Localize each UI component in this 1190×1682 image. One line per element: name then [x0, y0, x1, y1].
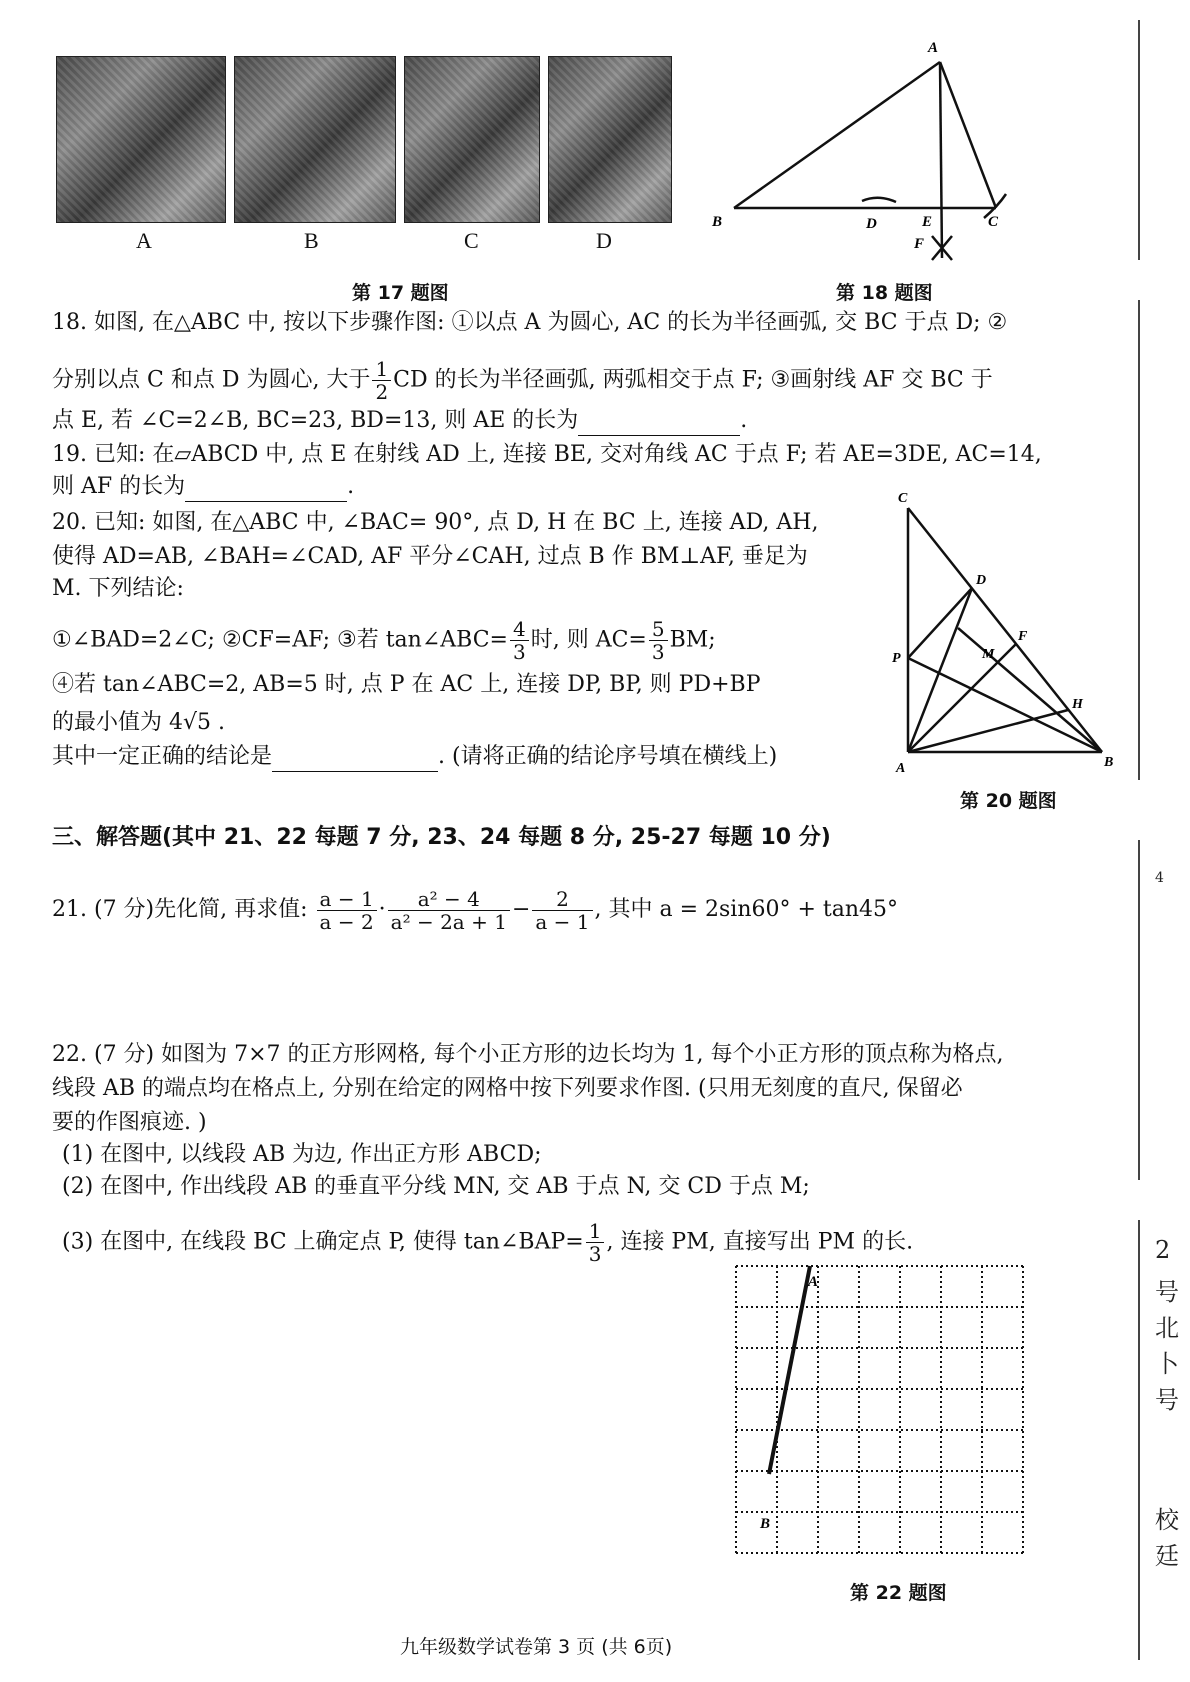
q18-fraction: [372, 358, 391, 403]
segment-ab: [734, 62, 940, 208]
q22-step3-a: (3) 在图中, 在线段 BC 上确定点 P, 使得 tan∠BAP=: [62, 1229, 584, 1255]
point-e: E: [922, 214, 933, 230]
photo-d: [548, 56, 672, 223]
q20-line3: M. 下列结论:: [52, 576, 184, 601]
q19-answer-blank[interactable]: [185, 479, 347, 502]
margin-mark-1: 2: [1155, 1236, 1171, 1264]
q22-frac: [586, 1220, 605, 1265]
q20-frac-tan-num: 4: [510, 618, 529, 641]
photo-label-c: C: [464, 228, 479, 253]
q18-figure: [700, 36, 1030, 276]
q22-line3: 要的作图痕迹. ): [52, 1110, 207, 1135]
q21-frac1-num: a − 1: [317, 888, 377, 911]
page-footer: 九年级数学试卷第 3 页 (共 6页): [400, 1636, 673, 1658]
photo-label-b: B: [304, 228, 319, 253]
photo-b: [234, 56, 396, 223]
q22-grid-figure: [730, 1252, 1050, 1564]
photo-c: [404, 56, 540, 223]
margin-mark-7: 廷: [1155, 1542, 1179, 1570]
segment-bc: [908, 508, 1102, 752]
q18-line2a: 分别以点 C 和点 D 为圆心, 大于: [52, 367, 371, 393]
q21-frac1: [317, 888, 377, 933]
binding-line-mid: [1138, 300, 1140, 780]
margin-mark-5: 号: [1155, 1386, 1179, 1414]
q18-frac-num: 1: [372, 358, 391, 381]
q20-conclusion-4b: 的最小值为 4√5 .: [52, 710, 225, 735]
q20-frac-ac: [649, 618, 668, 663]
q22-step3-b: , 连接 PM, 直接写出 PM 的长.: [606, 1229, 914, 1255]
point-a: A: [928, 40, 939, 56]
q22-frac-den: 3: [588, 1242, 602, 1266]
photo-label-a: A: [136, 228, 152, 253]
q20-point-d: D: [976, 573, 987, 588]
margin-mark-3: 北: [1155, 1314, 1179, 1342]
q20-ask-end: . (请将正确的结论序号填在横线上): [438, 744, 778, 769]
q21-minus: −: [511, 897, 531, 922]
binding-line-bottom: [1138, 1220, 1140, 1660]
q20-point-c: C: [898, 491, 908, 506]
q22-point-a: A: [808, 1274, 819, 1290]
q21-frac1-den: a − 2: [319, 909, 374, 934]
segment-af: [908, 644, 1016, 752]
q20-conclusion-4: ④若 tan∠ABC=2, AB=5 时, 点 P 在 AC 上, 连接 DP, BP, 则 PD+BP: [52, 672, 761, 697]
margin-mark-2: 号: [1155, 1278, 1179, 1306]
q21-frac3-den: a − 1: [535, 909, 590, 934]
photo-label-d: D: [596, 228, 612, 253]
q18-line2b: CD 的长为半径画弧, 两弧相交于点 F; ③画射线 AF 交 BC 于: [393, 367, 993, 393]
q22-caption: 第 22 题图: [850, 1582, 947, 1604]
q18-caption: 第 18 题图: [836, 282, 933, 304]
point-c: C: [988, 214, 999, 230]
segment-ah: [908, 710, 1068, 752]
q22-point-b: B: [760, 1516, 771, 1532]
segment-ab: [769, 1266, 810, 1474]
q21-frac3: [532, 888, 592, 933]
point-b: B: [712, 214, 723, 230]
q20-ask-text: 其中一定正确的结论是: [52, 744, 273, 769]
q20-answer-blank[interactable]: [272, 749, 438, 772]
segment-dp: [908, 588, 972, 658]
q20-frac-tan-den: 3: [513, 640, 526, 664]
q20-point-a: A: [896, 761, 906, 776]
q19-end: .: [347, 474, 355, 499]
q18-line3: [52, 406, 747, 436]
q20-frac-ac-num: 5: [649, 618, 668, 641]
q20-c1: ①∠BAD=2∠C; ②CF=AF; ③若 tan∠ABC=: [52, 627, 508, 653]
q20-c1c: BM;: [669, 627, 716, 653]
q20-ask: [52, 742, 777, 772]
q21-prefix: 21. (7 分)先化简, 再求值:: [52, 897, 308, 922]
q22-line1: 22. (7 分) 如图为 7×7 的正方形网格, 每个小正方形的边长均为 1, 每个小正方形的顶点称为格点,: [52, 1042, 1004, 1067]
binding-line-low: [1138, 840, 1140, 1180]
point-d: D: [866, 216, 877, 232]
q20-frac-ac-den: 3: [651, 640, 665, 664]
q20-c1b: 时, 则 AC=: [530, 627, 647, 653]
q22-line2: 线段 AB 的端点均在格点上, 分别在给定的网格中按下列要求作图. (只用无刻度的直尺, 保留必: [52, 1076, 963, 1101]
point-f: F: [914, 236, 925, 252]
q20-line2: 使得 AD=AB, ∠BAH=∠CAD, AF 平分∠CAH, 过点 B 作 BM⊥AF, 垂足为: [52, 544, 808, 569]
ray-af: [940, 62, 942, 258]
q22-step2: (2) 在图中, 作出线段 AB 的垂直平分线 MN, 交 AB 于点 N, 交 CD 于点 M;: [62, 1174, 810, 1199]
q20-figure: [892, 490, 1122, 780]
binding-line-top: [1138, 20, 1140, 260]
q21-suffix: , 其中 a = 2sin60° + tan45°: [594, 897, 899, 922]
q20-point-p: P: [892, 651, 901, 666]
segment-ad: [908, 588, 972, 752]
q20-frac-tan: [510, 618, 529, 663]
q21-frac3-num: 2: [532, 888, 592, 911]
margin-mark-0: 4: [1155, 870, 1164, 886]
q19-line2-text: 则 AF 的长为: [52, 474, 186, 499]
q20-point-b: B: [1104, 755, 1114, 770]
q21-line: 21. (7 分)先化简, 再求值: $\frac{a - 1}{a - 2}$ · $\frac{\text{a² − 4}}{\text{a² − 2a + 1}}$ − $\frac{2}{a - 1}$ , 其中 a = 2sin60° + tan45°: [52, 886, 899, 934]
q20-point-h: H: [1072, 697, 1083, 712]
q21-frac2-den: a² − 2a + 1: [390, 909, 507, 934]
q18-line3-text: 点 E, 若 ∠C=2∠B, BC=23, BD=13, 则 AE 的长为: [52, 408, 579, 433]
margin-mark-6: 校: [1155, 1506, 1179, 1534]
q21-frac2-num: a² − 4: [388, 888, 510, 911]
q20-caption: 第 20 题图: [960, 790, 1057, 812]
q22-step1: (1) 在图中, 以线段 AB 为边, 作出正方形 ABCD;: [62, 1142, 542, 1167]
photo-a: [56, 56, 226, 223]
q19-line1: 19. 已知: 在▱ABCD 中, 点 E 在射线 AD 上, 连接 BE, 交对角线 AC 于点 F; 若 AE=3DE, AC=14,: [52, 442, 1042, 467]
q17-caption: 第 17 题图: [352, 282, 449, 304]
q18-line2: [52, 358, 993, 403]
q21-frac2: [388, 888, 510, 933]
q20-point-f: F: [1018, 629, 1028, 644]
margin-mark-4: 卜: [1155, 1350, 1179, 1378]
q19-line2: [52, 472, 354, 502]
q20-line1: 20. 已知: 如图, 在△ABC 中, ∠BAC= 90°, 点 D, H 在 BC 上, 连接 AD, AH,: [52, 510, 819, 535]
q18-frac-den: 2: [375, 380, 389, 404]
q20-conclusions-1-3: [52, 618, 716, 663]
q18-answer-blank[interactable]: [578, 413, 740, 436]
arc-d: [862, 198, 896, 202]
q18-line1: 18. 如图, 在△ABC 中, 按以下步骤作图: ①以点 A 为圆心, AC 的长为半径画弧, 交 BC 于点 D; ②: [52, 310, 1008, 335]
segment-ac: [940, 62, 996, 208]
q18-end: .: [740, 408, 748, 433]
q20-point-m: M: [982, 647, 995, 662]
q22-frac-num: 1: [586, 1220, 605, 1243]
section-3-heading: 三、解答题(其中 21、22 每题 7 分, 23、24 每题 8 分, 25-27 每题 10 分): [52, 825, 831, 850]
